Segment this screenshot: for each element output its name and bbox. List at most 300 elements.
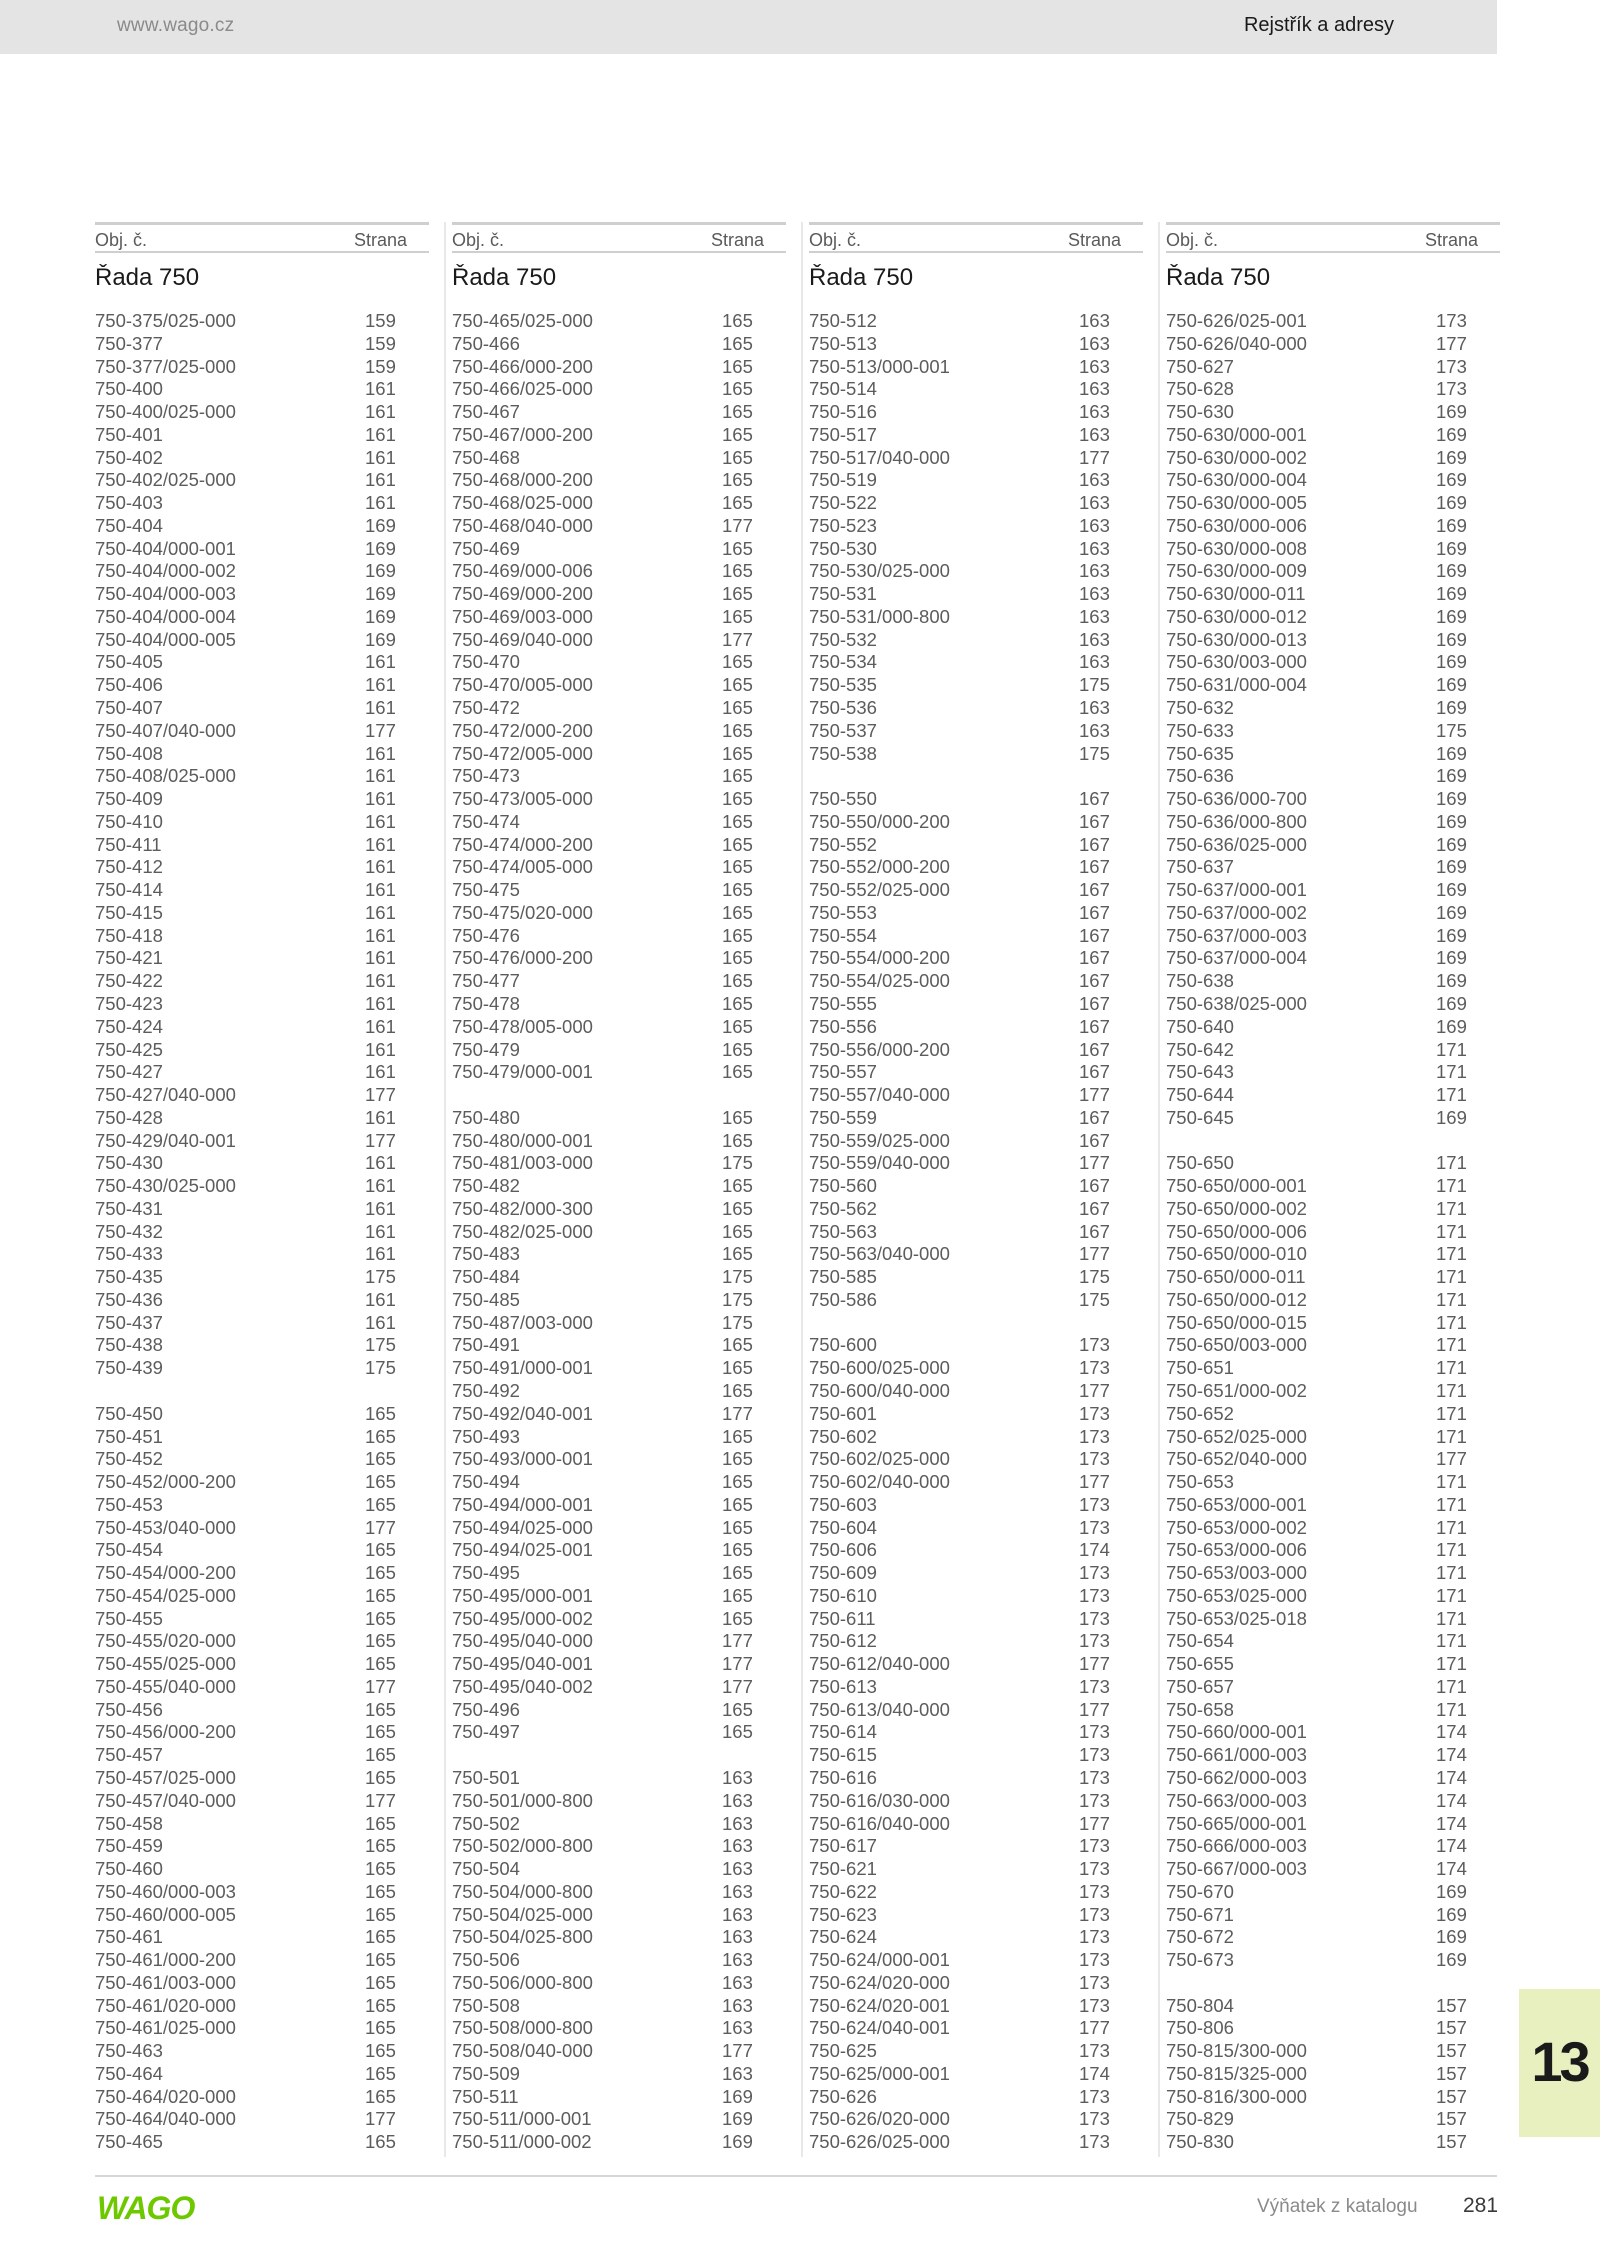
order-number: 750-666/000-003: [1166, 1835, 1307, 1857]
order-number: 750-461/000-200: [95, 1949, 236, 1971]
page-ref: 173: [1079, 1402, 1110, 1424]
order-number-heading: Obj. č.: [1166, 230, 1219, 250]
index-row: [1166, 333, 1500, 356]
page-ref: 165: [722, 788, 753, 810]
page-ref: 163: [722, 1880, 753, 1902]
page-ref: 165: [722, 355, 753, 377]
index-row: [809, 492, 1143, 515]
page-ref: 163: [1079, 697, 1110, 719]
page-ref: 157: [1436, 2040, 1467, 2062]
page-ref: 163: [722, 1949, 753, 1971]
page-ref: 177: [1079, 1653, 1110, 1675]
order-number: 750-476: [452, 924, 520, 946]
page-ref: 173: [1079, 1903, 1110, 1925]
page-ref: 163: [1079, 583, 1110, 605]
page-ref: 169: [1436, 742, 1467, 764]
index-row: [452, 1949, 786, 1972]
order-number: 750-474: [452, 810, 520, 832]
index-row: [1166, 1107, 1500, 1130]
order-number: 750-663/000-003: [1166, 1789, 1307, 1811]
page-ref: 161: [365, 1175, 396, 1197]
column-header: [95, 222, 429, 253]
order-number: 750-522: [809, 492, 877, 514]
page-ref: 159: [365, 310, 396, 331]
index-row: [95, 560, 429, 583]
page-ref: 171: [1436, 1061, 1467, 1083]
index-row: [809, 1881, 1143, 1904]
index-row: [452, 1926, 786, 1949]
index-row: [452, 378, 786, 401]
page-ref: 177: [1079, 1379, 1110, 1401]
wago-logo: [95, 2190, 205, 2224]
page-ref: 165: [722, 1106, 753, 1128]
page-ref: 177: [365, 1129, 396, 1151]
index-row: [95, 1539, 429, 1562]
index-row: [452, 2131, 786, 2154]
order-number: 750-667/000-003: [1166, 1858, 1307, 1880]
order-number: 750-377: [95, 332, 163, 354]
order-number: 750-630/000-002: [1166, 446, 1307, 468]
index-row: [809, 1676, 1143, 1699]
order-number: 750-645: [1166, 1106, 1234, 1128]
order-number: 750-637/000-003: [1166, 924, 1307, 946]
order-number: 750-480: [452, 1106, 520, 1128]
page-ref: 175: [722, 1152, 753, 1174]
page-ref: 169: [1436, 583, 1467, 605]
order-number: 750-563/040-000: [809, 1243, 950, 1265]
page-ref: 177: [1079, 446, 1110, 468]
page-ref: 165: [365, 1835, 396, 1857]
page-ref: 177: [722, 1653, 753, 1675]
index-row: [1166, 1380, 1500, 1403]
order-number: 750-517/040-000: [809, 446, 950, 468]
page-ref: 169: [1436, 492, 1467, 514]
order-number: 750-637/000-001: [1166, 879, 1307, 901]
order-number: 750-652/025-000: [1166, 1425, 1307, 1447]
order-number: 750-552/000-200: [809, 856, 950, 878]
order-number: 750-628: [1166, 378, 1234, 400]
order-number: 750-506: [452, 1949, 520, 1971]
page-ref: 177: [365, 1516, 396, 1538]
page-ref: 165: [722, 674, 753, 696]
page-ref: 169: [1436, 514, 1467, 536]
order-number: 750-402/025-000: [95, 469, 236, 491]
page-ref: 163: [1079, 355, 1110, 377]
index-row: [95, 1221, 429, 1244]
index-row: [1166, 1494, 1500, 1517]
index-row: [95, 538, 429, 561]
page-ref: 163: [1079, 514, 1110, 536]
index-row: [1166, 947, 1500, 970]
order-number: 750-472/000-200: [452, 719, 593, 741]
page-ref: 169: [1436, 401, 1467, 423]
page-heading: Strana: [1067, 230, 1121, 250]
order-number: 750-622: [809, 1880, 877, 1902]
order-number: 750-472: [452, 697, 520, 719]
page-ref: 165: [365, 1471, 396, 1493]
order-number: 750-469/000-200: [452, 583, 593, 605]
page-ref: 171: [1436, 1220, 1467, 1242]
order-number: 750-602/040-000: [809, 1471, 950, 1493]
index-list: [452, 310, 786, 2154]
order-number: 750-665/000-001: [1166, 1812, 1307, 1834]
order-number: 750-409: [95, 788, 163, 810]
index-row: [809, 1562, 1143, 1585]
page-ref: 165: [365, 1994, 396, 2016]
page-ref: 169: [1436, 605, 1467, 627]
page-ref: 165: [722, 901, 753, 923]
page-ref: 165: [722, 719, 753, 741]
order-number: 750-402: [95, 446, 163, 468]
page-ref: 173: [1079, 1767, 1110, 1788]
index-row: [809, 2086, 1143, 2109]
page-ref: 177: [1079, 1084, 1110, 1106]
order-number: 750-427/040-000: [95, 1084, 236, 1106]
index-row: [452, 1221, 786, 1244]
page-ref: 177: [722, 1675, 753, 1697]
order-number: 750-630/000-001: [1166, 423, 1307, 445]
page-ref: 173: [1079, 1516, 1110, 1538]
order-number: 750-624/020-001: [809, 1994, 950, 2016]
page-ref: 173: [1079, 1357, 1110, 1379]
order-number: 750-654: [1166, 1630, 1234, 1652]
page-ref: 165: [365, 1949, 396, 1971]
page-ref: 157: [1436, 2017, 1467, 2039]
page-ref: 163: [722, 1767, 753, 1788]
page-ref: 165: [722, 879, 753, 901]
index-row: [809, 560, 1143, 583]
page-ref: 173: [1079, 1675, 1110, 1697]
index-row: [1166, 1608, 1500, 1631]
page-ref: 161: [365, 879, 396, 901]
order-number: 750-626/040-000: [1166, 332, 1307, 354]
page-ref: 171: [1436, 1675, 1467, 1697]
index-column-4: [1166, 222, 1500, 2154]
page-ref: 175: [1079, 1266, 1110, 1288]
order-number: 750-630/000-004: [1166, 469, 1307, 491]
page-ref: 171: [1436, 1379, 1467, 1401]
index-row: [1166, 1858, 1500, 1881]
page-ref: 169: [365, 560, 396, 582]
page-ref: 177: [1079, 1698, 1110, 1720]
order-number: 750-630/000-008: [1166, 537, 1307, 559]
order-number: 750-530: [809, 537, 877, 559]
index-row: [452, 515, 786, 538]
index-row: [809, 1061, 1143, 1084]
index-row: [1166, 970, 1500, 993]
page-ref: 157: [1436, 2131, 1467, 2153]
index-row: [1166, 1403, 1500, 1426]
order-number: 750-473: [452, 765, 520, 787]
index-row: [452, 1039, 786, 1062]
order-number: 750-479/000-001: [452, 1061, 593, 1083]
index-row: [1166, 538, 1500, 561]
page-ref: 165: [365, 1903, 396, 1925]
page-heading: Strana: [353, 230, 407, 250]
page-ref: 161: [365, 1106, 396, 1128]
index-row: [452, 651, 786, 674]
index-row: [95, 1266, 429, 1289]
order-number: 750-474/000-200: [452, 833, 593, 855]
page-ref: 173: [1079, 1448, 1110, 1470]
index-row: [95, 1630, 429, 1653]
order-number: 750-504/025-000: [452, 1903, 593, 1925]
index-row: [1166, 1585, 1500, 1608]
page-ref: 165: [722, 401, 753, 423]
page-ref: 173: [1079, 1607, 1110, 1629]
index-row: [452, 697, 786, 720]
index-row: [95, 1403, 429, 1426]
page-ref: 169: [1436, 674, 1467, 696]
page-ref: 165: [365, 1926, 396, 1948]
index-row: [452, 1562, 786, 1585]
order-number: 750-613: [809, 1675, 877, 1697]
order-number: 750-456/000-200: [95, 1721, 236, 1743]
order-number: 750-408/025-000: [95, 765, 236, 787]
order-number: 750-501: [452, 1767, 520, 1788]
page-ref: 171: [1436, 1425, 1467, 1447]
order-number: 750-487/003-000: [452, 1311, 593, 1333]
index-row: [452, 1904, 786, 1927]
index-row: [809, 1949, 1143, 1972]
order-number: 750-460/000-003: [95, 1880, 236, 1902]
page-ref: 161: [365, 1038, 396, 1060]
index-row: [95, 1767, 429, 1790]
page-ref: 171: [1436, 1493, 1467, 1515]
page-ref: 165: [365, 2131, 396, 2153]
index-row: [1166, 1061, 1500, 1084]
page-ref: 175: [365, 1266, 396, 1288]
page-ref: 165: [722, 1721, 753, 1743]
order-number: 750-653/000-006: [1166, 1539, 1307, 1561]
order-number: 750-555: [809, 992, 877, 1014]
column-divider: [444, 222, 446, 2157]
page-ref: 169: [1436, 810, 1467, 832]
page-ref: 165: [722, 856, 753, 878]
page-ref: 167: [1079, 992, 1110, 1014]
page-ref: 161: [365, 378, 396, 400]
index-row: [95, 1608, 429, 1631]
order-number: 750-422: [95, 970, 163, 992]
order-number: 750-509: [452, 2062, 520, 2084]
order-number: 750-469/040-000: [452, 628, 593, 650]
order-number: 750-626/020-000: [809, 2108, 950, 2130]
page-ref: 177: [1079, 1812, 1110, 1834]
page-ref: 165: [365, 1584, 396, 1606]
page-ref: 163: [1079, 719, 1110, 741]
order-number: 750-650/000-002: [1166, 1197, 1307, 1219]
chapter-tab[interactable]: [1519, 1989, 1600, 2137]
spacer-row: [809, 765, 1143, 788]
index-row: [95, 469, 429, 492]
index-row: [1166, 720, 1500, 743]
order-number: 750-407: [95, 697, 163, 719]
order-number: 750-410: [95, 810, 163, 832]
order-number: 750-513: [809, 332, 877, 354]
page-ref: 171: [1436, 1288, 1467, 1310]
index-row: [809, 1608, 1143, 1631]
page-ref: 161: [365, 1015, 396, 1037]
index-row: [452, 743, 786, 766]
index-row: [452, 560, 786, 583]
index-row: [95, 925, 429, 948]
page-ref: 174: [1436, 1858, 1467, 1880]
order-number: 750-623: [809, 1903, 877, 1925]
index-row: [95, 1039, 429, 1062]
index-row: [452, 720, 786, 743]
order-number: 750-637/000-004: [1166, 947, 1307, 969]
order-number: 750-473/005-000: [452, 788, 593, 810]
page-ref: 173: [1079, 1971, 1110, 1993]
index-row: [452, 606, 786, 629]
index-row: [95, 629, 429, 652]
order-number: 750-636/025-000: [1166, 833, 1307, 855]
index-row: [452, 1426, 786, 1449]
index-row: [809, 1016, 1143, 1039]
index-row: [1166, 1084, 1500, 1107]
page-ref: 173: [1079, 2131, 1110, 2153]
order-number: 750-424: [95, 1015, 163, 1037]
index-row: [452, 1152, 786, 1175]
page-ref: 169: [722, 2131, 753, 2153]
index-column-1: [95, 222, 429, 2154]
page-ref: 171: [1436, 1516, 1467, 1538]
spacer-row: [809, 1312, 1143, 1335]
page-ref: 169: [1436, 879, 1467, 901]
page-ref: 171: [1436, 1266, 1467, 1288]
index-row: [95, 674, 429, 697]
index-row: [809, 1471, 1143, 1494]
index-row: [809, 947, 1143, 970]
site-url[interactable]: www.wago.cz: [117, 15, 235, 36]
page-ref: 167: [1079, 1015, 1110, 1037]
order-number: 750-504: [452, 1858, 520, 1880]
page-ref: 163: [1079, 423, 1110, 445]
page-ref: 175: [722, 1266, 753, 1288]
page-ref: 175: [1079, 1288, 1110, 1310]
index-row: [1166, 1790, 1500, 1813]
index-row: [95, 1585, 429, 1608]
page-ref: 161: [365, 788, 396, 810]
page-ref: 174: [1079, 2062, 1110, 2084]
index-row: [452, 2063, 786, 2086]
page-ref: 173: [1079, 1994, 1110, 2016]
order-number: 750-401: [95, 423, 163, 445]
order-number: 750-400: [95, 378, 163, 400]
order-number: 750-437: [95, 1311, 163, 1333]
page-ref: 171: [1436, 1084, 1467, 1106]
page-ref: 171: [1436, 1562, 1467, 1584]
order-number: 750-816/300-000: [1166, 2085, 1307, 2107]
page-ref: 169: [1436, 970, 1467, 992]
page-ref: 173: [1079, 1584, 1110, 1606]
spacer-row: [95, 1380, 429, 1403]
index-row: [95, 970, 429, 993]
page-ref: 165: [365, 1607, 396, 1629]
index-row: [1166, 1266, 1500, 1289]
page-ref: 165: [365, 1493, 396, 1515]
page-ref: 165: [722, 1607, 753, 1629]
page-ref: 171: [1436, 1630, 1467, 1652]
index-row: [95, 834, 429, 857]
order-number: 750-600/025-000: [809, 1357, 950, 1379]
page-ref: 173: [1079, 2085, 1110, 2107]
page-ref: 165: [365, 1858, 396, 1880]
order-number: 750-458: [95, 1812, 163, 1834]
index-row: [452, 1608, 786, 1631]
page-ref: 177: [365, 1675, 396, 1697]
footer-divider: [95, 2175, 1497, 2177]
order-number: 750-408: [95, 742, 163, 764]
order-number: 750-482/025-000: [452, 1220, 593, 1242]
order-number: 750-495/040-000: [452, 1630, 593, 1652]
page-ref: 169: [1436, 856, 1467, 878]
order-number: 750-493: [452, 1425, 520, 1447]
order-number: 750-514: [809, 378, 877, 400]
index-column-3: [809, 222, 1143, 2154]
order-number: 750-412: [95, 856, 163, 878]
index-row: [1166, 1221, 1500, 1244]
page-ref: 175: [365, 1357, 396, 1379]
page-ref: 163: [722, 1858, 753, 1880]
order-number: 750-454/025-000: [95, 1584, 236, 1606]
index-row: [1166, 1813, 1500, 1836]
page-ref: 171: [1436, 1471, 1467, 1493]
order-number: 750-638/025-000: [1166, 992, 1307, 1014]
page-ref: 173: [1079, 1425, 1110, 1447]
page-ref: 165: [722, 924, 753, 946]
order-number: 750-531: [809, 583, 877, 605]
order-number: 750-651: [1166, 1357, 1234, 1379]
page-ref: 161: [365, 1061, 396, 1083]
page-ref: 165: [722, 605, 753, 627]
order-number: 750-455/020-000: [95, 1630, 236, 1652]
index-row: [95, 2040, 429, 2063]
index-row: [809, 1721, 1143, 1744]
order-number: 750-493/000-001: [452, 1448, 593, 1470]
page-ref: 165: [722, 1448, 753, 1470]
page-ref: 173: [1079, 1949, 1110, 1971]
index-row: [95, 1699, 429, 1722]
page-ref: 163: [722, 2062, 753, 2084]
order-number: 750-633: [1166, 719, 1234, 741]
index-row: [452, 447, 786, 470]
page-ref: 165: [365, 1971, 396, 1993]
page-ref: 173: [1436, 355, 1467, 377]
order-number: 750-538: [809, 742, 877, 764]
order-number: 750-404/000-005: [95, 628, 236, 650]
index-row: [95, 1676, 429, 1699]
index-row: [809, 1858, 1143, 1881]
index-row: [95, 606, 429, 629]
index-row: [1166, 2040, 1500, 2063]
order-number: 750-556: [809, 1015, 877, 1037]
order-number: 750-655: [1166, 1653, 1234, 1675]
index-row: [452, 629, 786, 652]
order-number: 750-630/000-012: [1166, 605, 1307, 627]
page-ref: 165: [722, 1015, 753, 1037]
page-ref: 163: [1079, 332, 1110, 354]
order-number: 750-615: [809, 1744, 877, 1766]
page-ref: 159: [365, 332, 396, 354]
series-title: Řada 750: [809, 264, 914, 291]
page-ref: 165: [365, 1653, 396, 1675]
order-number: 750-435: [95, 1266, 163, 1288]
index-row: [809, 788, 1143, 811]
order-number: 750-651/000-002: [1166, 1379, 1307, 1401]
wago-logo-text: WAGO: [97, 2190, 195, 2224]
index-row: [452, 1517, 786, 1540]
